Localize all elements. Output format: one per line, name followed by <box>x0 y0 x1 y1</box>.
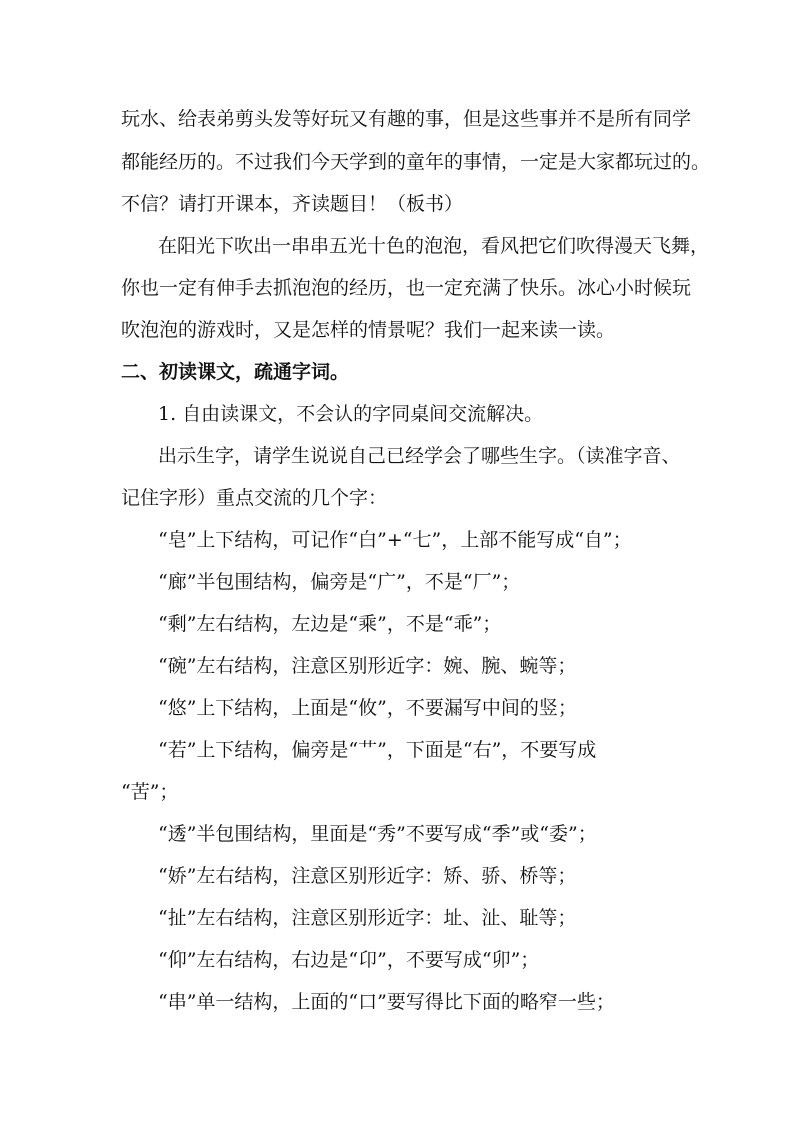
paragraph-line-8: 记住字形）重点交流的几个字： <box>121 487 388 509</box>
character-note-continuation: “苦”； <box>121 781 179 803</box>
paragraph-line-4: 在阳光下吹出一串串五光十色的泡泡，看风把它们吹得漫天飞舞， <box>158 235 710 257</box>
character-note: “娇”左右结构，注意区别形近字：矫、骄、桥等； <box>158 865 577 887</box>
character-note: “剩”左右结构，左边是“乘”，不是“乖”； <box>158 613 502 635</box>
paragraph-line-6: 吹泡泡的游戏时，又是怎样的情景呢？我们一起来读一读。 <box>121 319 616 341</box>
character-note: “廊”半包围结构，偏旁是“广”，不是“厂”； <box>158 571 521 593</box>
character-note: “透”半包围结构，里面是“秀”不要写成“季”或“委”； <box>158 823 597 845</box>
paragraph-line-7: 出示生字，请学生说说自己已经学会了哪些生字。（读准字音、 <box>158 445 681 467</box>
step-item-1: 1. 自由读课文，不会认的字同桌间交流解决。 <box>158 403 544 425</box>
paragraph-line-2: 都能经历的。不过我们今天学到的童年的事情，一定是大家都玩过的。 <box>121 151 711 173</box>
character-note: “碗”左右结构，注意区别形近字：婉、腕、蜿等； <box>158 655 577 677</box>
character-note: “串”单一结构，上面的“口”要写得比下面的略窄一些； <box>158 991 615 1013</box>
character-note: “若”上下结构，偏旁是“艹”，下面是“右”，不要写成 <box>158 739 597 761</box>
character-note: “扯”左右结构，注意区别形近字：址、沚、耻等； <box>158 907 577 929</box>
paragraph-line-1: 玩水、给表弟剪头发等好玩又有趣的事，但是这些事并不是所有同学 <box>121 108 692 130</box>
character-note: “皂”上下结构，可记作“白”+“七”，上部不能写成“自”； <box>158 529 632 551</box>
character-note: “仰”左右结构，右边是“卬”，不要写成“卯”； <box>158 949 540 971</box>
paragraph-line-5: 你也一定有伸手去抓泡泡的经历，也一定充满了快乐。冰心小时候玩 <box>121 277 692 299</box>
paragraph-line-3: 不信？请打开课本，齐读题目！（板书） <box>121 193 464 215</box>
section-heading: 二、初读课文，疏通字词。 <box>121 361 350 383</box>
character-note: “悠”上下结构，上面是“攸”，不要漏写中间的竖； <box>158 697 577 719</box>
